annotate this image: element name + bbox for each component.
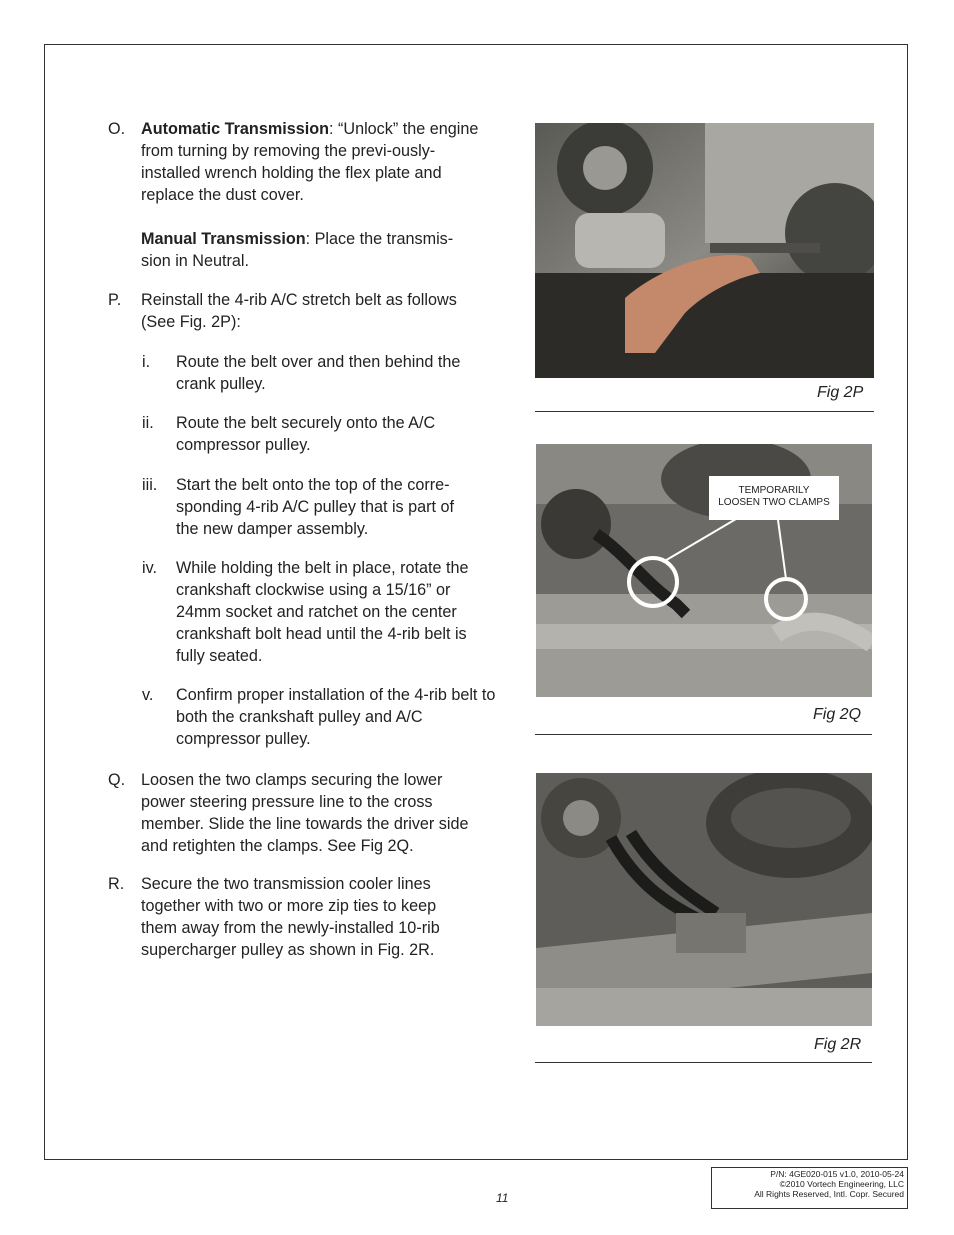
fig-2r-rule [535,1062,872,1063]
sub-text: While holding the belt in place, rotate the crankshaft clockwise using a 15/16” or 24mm socket and ratchet on the center crankshaft bolt head until the 4-rib belt is fully seated. [176,559,469,665]
page-number: 11 [496,1191,509,1205]
sub-label: v. [142,686,154,704]
fig-2q-rule [535,734,872,735]
callout-line-1: TEMPORARILY [738,485,810,496]
automatic-transmission-text: : “Unlock” the engine from turning by removing the previ-ously-installed wrench holding the flex plate and replace the dust cover. [141,120,479,204]
fig-2q-caption: Fig 2Q [813,706,862,723]
fig-2r-caption: Fig 2R [814,1036,862,1053]
sub-label: iv. [142,559,157,577]
step-o-label: O. [108,120,126,138]
copyright-line: ©2010 Vortech Engineering, LLC [779,1179,904,1189]
manual-transmission-text: : Place the transmis-sion in Neutral. [141,230,454,270]
step-p-text: Reinstall the 4-rib A/C stretch belt as follows (See Fig. 2P): [141,291,457,331]
sub-label: iii. [142,476,158,494]
copyright-box [711,1167,908,1209]
fig-2r-photo [536,773,872,1026]
sub-label: i. [142,353,151,371]
step-r-label: R. [108,875,125,893]
sub-text: Route the belt securely onto the A/C compressor pulley. [176,414,436,454]
sub-text: Confirm proper installation of the 4-rib belt to both the crankshaft pulley and A/C compressor pulley. [176,686,496,748]
callout-label [709,476,839,520]
step-q-label: Q. [108,771,126,789]
sub-text: Start the belt onto the top of the corre-sponding 4-rib A/C pulley that is part of the new damper assembly. [176,476,455,538]
automatic-transmission-heading: Automatic Transmission [141,120,329,138]
sub-label: ii. [142,414,154,432]
sub-text: Route the belt over and then behind the crank pulley. [176,353,461,393]
fig-2p-rule [535,411,874,412]
step-q-text: Loosen the two clamps securing the lower power steering pressure line to the cross member. Slide the line towards the driver side and retighten the clamps. See Fig 2Q. [141,771,469,855]
step-r-text: Secure the two transmission cooler lines together with two or more zip ties to keep them away from the newly-installed 10-rib supercharger pulley as shown in Fig. 2R. [141,875,440,959]
fig-2p-photo [535,123,874,378]
rights-line: All Rights Reserved, Intl. Copr. Secured [754,1189,904,1199]
step-o-body [141,118,496,272]
manual-transmission-heading: Manual Transmission [141,230,306,248]
step-p-label: P. [108,291,122,309]
callout-line-2: LOOSEN TWO CLAMPS [718,497,830,508]
part-number: P/N: 4GE020-015 v1.0, 2010-05-24 [770,1169,904,1179]
step-o [108,118,498,268]
fig-2p-caption: Fig 2P [817,384,864,401]
